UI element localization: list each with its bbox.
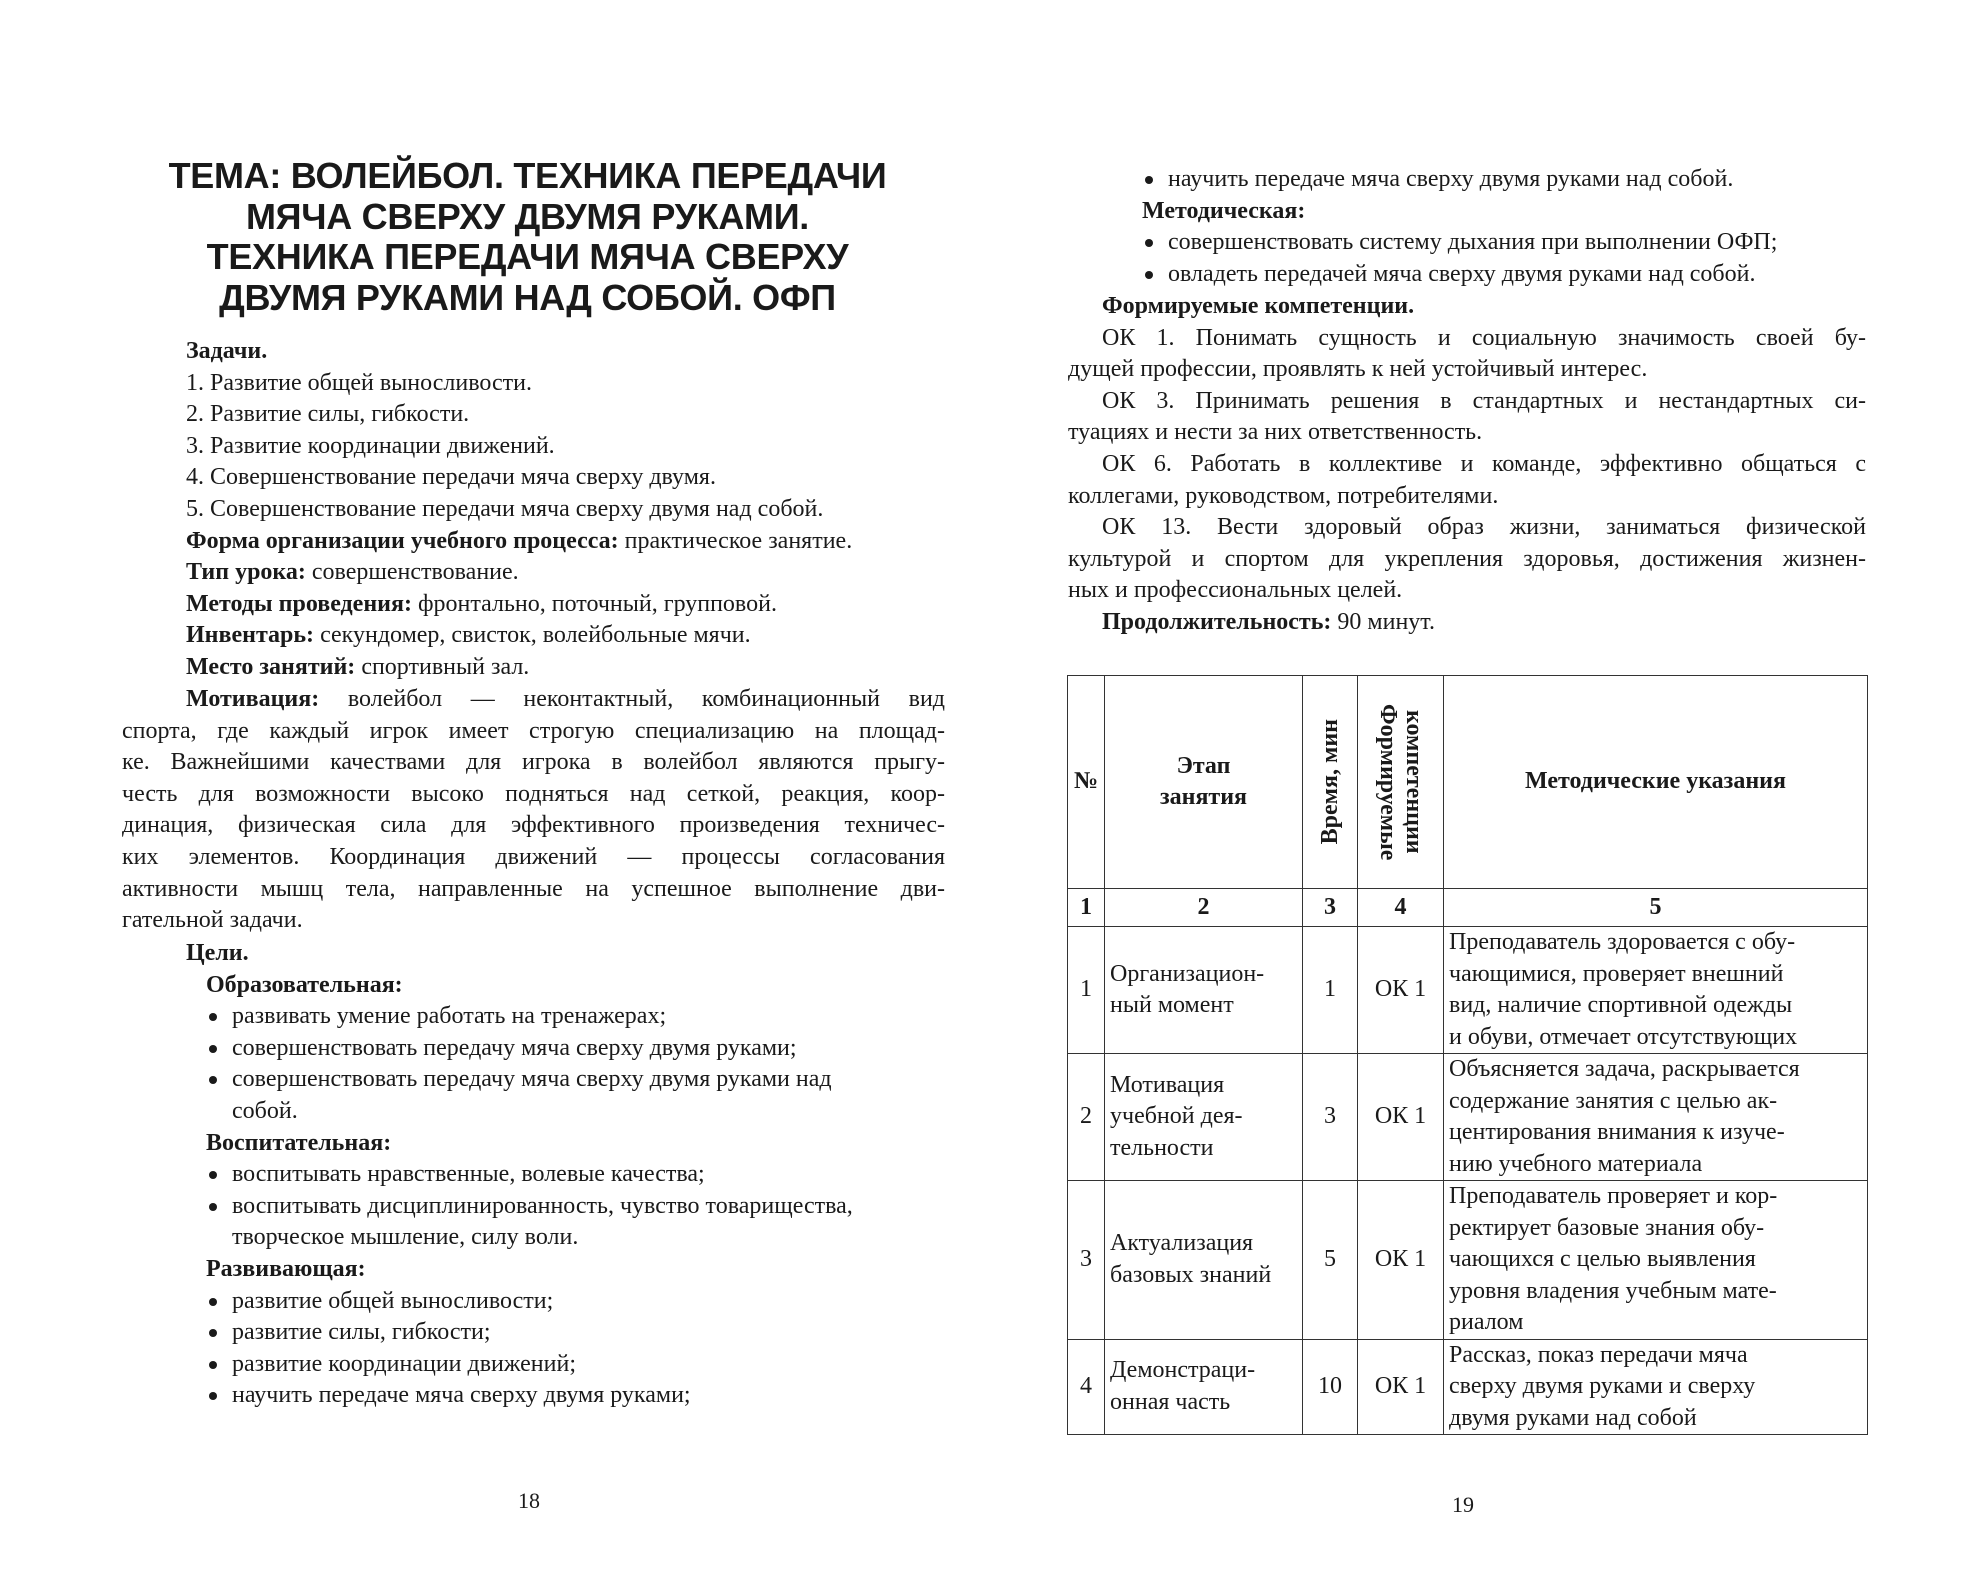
goals-block — [186, 938, 946, 1412]
ok1-line: ОК 1. Понимать сущность и социальную значимость своей бу- — [1102, 324, 1866, 351]
list-item: воспитывать нравственные, волевые качества; — [206, 1159, 946, 1191]
task-item: 4. Совершенствование передачи мяча сверху двумя. — [186, 464, 716, 491]
task-item: 1. Развитие общей выносливости. — [186, 369, 532, 396]
task-item: 3. Развитие координации движений. — [186, 432, 555, 459]
header-competence: Формируемые компетенции — [1358, 676, 1444, 889]
table-row: 2 Мотивация учебной дея- тельности 3 ОК 1 Объясняется задача, раскрывается содержание занятия с целью ак- центирования внимания к изуче- нию учебного материала — [1068, 1054, 1868, 1181]
header-stage: Этап занятия — [1105, 676, 1303, 889]
form-line: Форма организации учебного процесса: практическое занятие. — [186, 527, 853, 554]
list-item: совершенствовать систему дыхания при выполнении ОФП; — [1142, 227, 1862, 259]
list-item: развитие силы, гибкости; — [206, 1317, 946, 1349]
developing-heading: Развивающая: — [206, 1255, 366, 1282]
list-item: совершенствовать передачу мяча сверху двумя руками над — [206, 1064, 946, 1096]
competencies-heading: Формируемые компетенции. — [1102, 293, 1415, 319]
ok6-line: ОК 6. Работать в коллективе и команде, эффективно общаться с — [1102, 450, 1866, 477]
table-header-row — [1068, 676, 1868, 889]
competencies-block: Формируемые компетенции. ОК 1. Понимать сущность и социальную значимость своей бу- дущей профессии, проявлять к ней устойчивый интерес. ОК 3. Принимать решения в стандартных и нестандартных си- туациях и нести за них ответственность. ОК 6. Работать в коллективе и команде, эффективно общаться с коллегами, руководством, потребителями. ОК 13. Вести здоровый образ жизни, заниматься физической культурой и спортом для укрепления здоровья, достижения жизнен- ных и профессиональных целей. Продолжительность: 90 минут. — [1068, 291, 1866, 639]
goals-heading: Цели. — [186, 940, 249, 966]
right-page — [990, 0, 1982, 1584]
ok3-line: ОК 3. Принимать решения в стандартных и нестандартных си- — [1102, 387, 1866, 414]
list-item: развитие общей выносливости; — [206, 1286, 946, 1318]
task-item: 5. Совершенствование передачи мяча сверху двумя над собой. — [186, 495, 824, 522]
tasks-block — [186, 336, 946, 684]
inventory-line: Инвентарь: секундомер, свисток, волейбольные мячи. — [186, 622, 751, 649]
upbringing-heading: Воспитательная: — [206, 1129, 392, 1156]
table-row: 4 Демонстраци- онная часть 10 ОК 1 Рассказ, показ передачи мяча сверху двумя руками и сверху двумя руками над собой — [1068, 1339, 1868, 1435]
methodical-heading: Методическая: — [1142, 197, 1306, 224]
left-page — [0, 0, 990, 1584]
list-item: научить передаче мяча сверху двумя руками; — [206, 1380, 946, 1412]
page-number: 18 — [518, 1488, 540, 1513]
place-line: Место занятий: спортивный зал. — [186, 653, 530, 680]
motivation-paragraph: Мотивация: волейбол — неконтактный, комбинационный вид спорта, где каждый игрок имеет строгую специализацию на площад- ке. Важнейшими качествами для игрока в волейбол являются прыгу- честь для возможности высоко подняться над сеткой, реакция, коор- динация, физическая сила для эффективного произведения техничес- ких элементов. Координация движений — процессы согласования активности мышц тела, направленные на успешное выполнение дви- гательной задачи. — [122, 686, 945, 934]
column-number-row: 1 2 3 4 5 — [1068, 889, 1868, 927]
list-item-continued: собой. — [232, 1097, 298, 1124]
educational-heading: Образовательная: — [206, 971, 403, 998]
table-row: 1 Организацион- ный момент 1 ОК 1 Преподаватель здоровается с обу- чающимися, проверяет внешний вид, наличие спортивной одежды и обуви, отмечает отсутствующих — [1068, 927, 1868, 1054]
page-number: 19 — [1452, 1492, 1474, 1517]
list-item: развитие координации движений; — [206, 1349, 946, 1381]
tasks-heading: Задачи. — [186, 338, 268, 364]
duration-line: Продолжительность: 90 минут. — [1102, 608, 1435, 635]
list-item-continued: творческое мышление, силу воли. — [232, 1224, 579, 1251]
list-item: овладеть передачей мяча сверху двумя руками над собой. — [1142, 259, 1862, 291]
header-time: Время, мин — [1303, 676, 1358, 889]
task-item: 2. Развитие силы, гибкости. — [186, 401, 470, 428]
list-item: развивать умение работать на тренажерах; — [206, 1001, 946, 1033]
list-item: воспитывать дисциплинированность, чувство товарищества, — [206, 1191, 946, 1223]
lesson-type-line: Тип урока: совершенствование. — [186, 559, 519, 586]
list-item: научить передаче мяча сверху двумя руками над собой. — [1142, 164, 1862, 196]
list-item: совершенствовать передачу мяча сверху двумя руками; — [206, 1033, 946, 1065]
right-goals-continued — [1142, 164, 1862, 290]
header-num: № — [1068, 676, 1105, 889]
page-title: ТЕМА: ВОЛЕЙБОЛ. ТЕХНИКА ПЕРЕДАЧИ МЯЧА СВЕРХУ ДВУМЯ РУКАМИ. ТЕХНИКА ПЕРЕДАЧИ МЯЧА СВЕРХУ ДВУМЯ РУКАМИ НАД СОБОЙ. ОФП — [168, 155, 887, 318]
methods-line: Методы проведения: фронтально, поточный, групповой. — [186, 590, 777, 617]
lesson-stages-table — [1067, 675, 1868, 1435]
ok13-line: ОК 13. Вести здоровый образ жизни, заниматься физической — [1102, 514, 1866, 541]
table-row: 3 Актуализация базовых знаний 5 ОК 1 Преподаватель проверяет и кор- ректирует базовые знания обу- чающихся с целью выявления уровня владения учебным мате- риалом — [1068, 1181, 1868, 1340]
header-notes: Методические указания — [1444, 676, 1868, 889]
